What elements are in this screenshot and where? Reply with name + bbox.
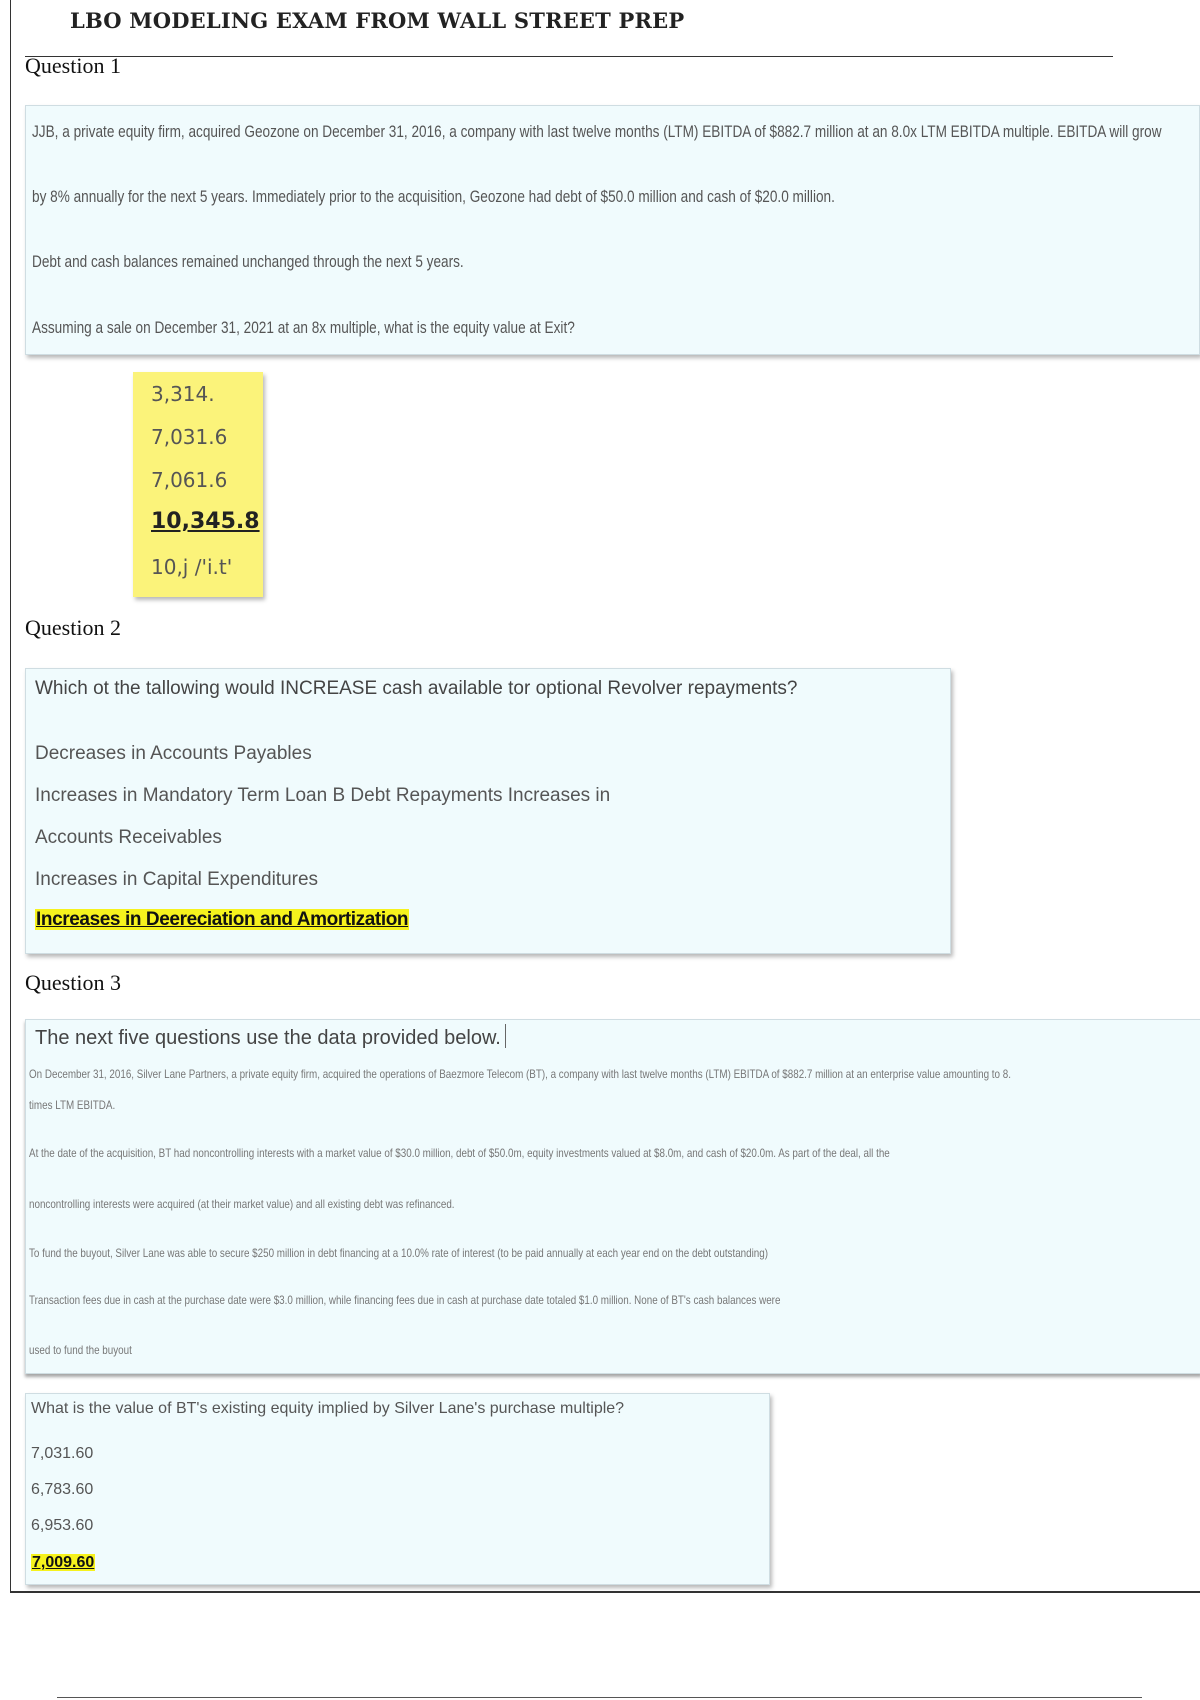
answer-choice[interactable]: 7,061.6 — [151, 468, 228, 492]
question-3-data-panel — [25, 1019, 1200, 1374]
question-3-prompt: What is the value of BT's existing equity implied by Silver Lane's purchase multiple? — [31, 1400, 625, 1417]
question-1-line: Debt and cash balances remained unchanged through the next 5 years. — [32, 252, 464, 271]
question-3-heading: Question 3 — [25, 970, 121, 995]
question-2-option[interactable]: Increases in Mandatory Term Loan B Debt Repayments Increases in — [35, 785, 611, 806]
question-3-data-line: used to fund the buyout — [29, 1343, 132, 1357]
question-2-prompt: Which ot the tallowing would INCREASE cash available tor optional Revolver repayments? — [35, 678, 798, 699]
answer-choice[interactable]: 3,314. — [151, 382, 215, 406]
question-2-option[interactable]: Accounts Receivables — [35, 827, 222, 848]
question-3-data-line: Transaction fees due in cash at the purchase date were $3.0 million, while financing fees due in cash at purchase date totaled $1.0 million. None of BT's cash balances were — [29, 1293, 781, 1307]
question-3-data-line: noncontrolling interests were acquired (at their market value) and all existing debt was refinanced. — [29, 1197, 455, 1211]
question-2-panel — [25, 668, 951, 954]
answer-choice[interactable]: 7,031.6 — [151, 425, 228, 449]
page-bottom-border — [10, 1591, 1200, 1593]
question-1-line: JJB, a private equity firm, acquired Geozone on December 31, 2016, a company with last twelve months (LTM) EBITDA of $882.7 million at an 8.0x LTM EBITDA multiple. EBITDA will grow — [32, 122, 1162, 141]
page-left-border — [10, 0, 11, 1592]
answer-choice-highlighted[interactable]: 10,345.8 — [151, 509, 260, 534]
document-title: LBO MODELING EXAM FROM WALL STREET PREP — [70, 8, 685, 33]
answer-choice[interactable]: 10,j /'i.t' — [151, 555, 233, 579]
title-rule — [25, 56, 1113, 57]
question-3-data-line: times LTM EBITDA. — [29, 1098, 116, 1112]
question-1-panel — [25, 105, 1200, 355]
question-1-line: by 8% annually for the next 5 years. Immediately prior to the acquisition, Geozone had debt of $50.0 million and cash of $20.0 million. — [32, 187, 835, 206]
question-2-option[interactable]: Increases in Capital Expenditures — [35, 869, 319, 890]
question-3-data-line: At the date of the acquisition, BT had noncontrolling interests with a market value of $30.0 million, debt of $50.0m, equity investments valued at $8.0m, and cash of $20.0m. As part of the deal, all the — [29, 1146, 890, 1160]
highlighted-answer: 7,009.60 — [32, 1554, 95, 1571]
question-1-answer-choices — [133, 372, 263, 597]
question-3-question-panel — [25, 1393, 770, 1585]
question-2-option[interactable]: Decreases in Accounts Payables — [35, 743, 312, 764]
question-1-heading: Question 1 — [25, 53, 121, 78]
text-caret — [505, 1024, 506, 1048]
question-3-answer[interactable]: 6,783.60 — [31, 1481, 94, 1498]
question-3-answer[interactable]: 7,031.60 — [31, 1445, 94, 1462]
footer-rule — [57, 1697, 1142, 1698]
question-1-question: Assuming a sale on December 31, 2021 at an 8x multiple, what is the equity value at Exit? — [32, 318, 575, 337]
intro-text: The next five questions use the data provided below. — [35, 1027, 501, 1049]
question-3-answer[interactable]: 6,953.60 — [31, 1517, 94, 1534]
question-3-data-line: On December 31, 2016, Silver Lane Partners, a private equity firm, acquired the operations of Baezmore Telecom (BT), a company with last twelve months (LTM) EBITDA of $882.7 million at an enterprise value amounting to 8. — [29, 1067, 1011, 1081]
question-2-option-highlighted[interactable] — [35, 909, 409, 931]
question-3-data-line: To fund the buyout, Silver Lane was able to secure $250 million in debt financing at a 10.0% rate of interest (to be paid annually at each year end on the debt outstanding) — [29, 1246, 769, 1260]
highlighted-answer: Increases in Deereciation and Amortization — [36, 909, 409, 930]
question-2-heading: Question 2 — [25, 615, 121, 640]
question-3-intro — [35, 1024, 506, 1050]
question-3-answer-highlighted[interactable] — [31, 1554, 95, 1572]
